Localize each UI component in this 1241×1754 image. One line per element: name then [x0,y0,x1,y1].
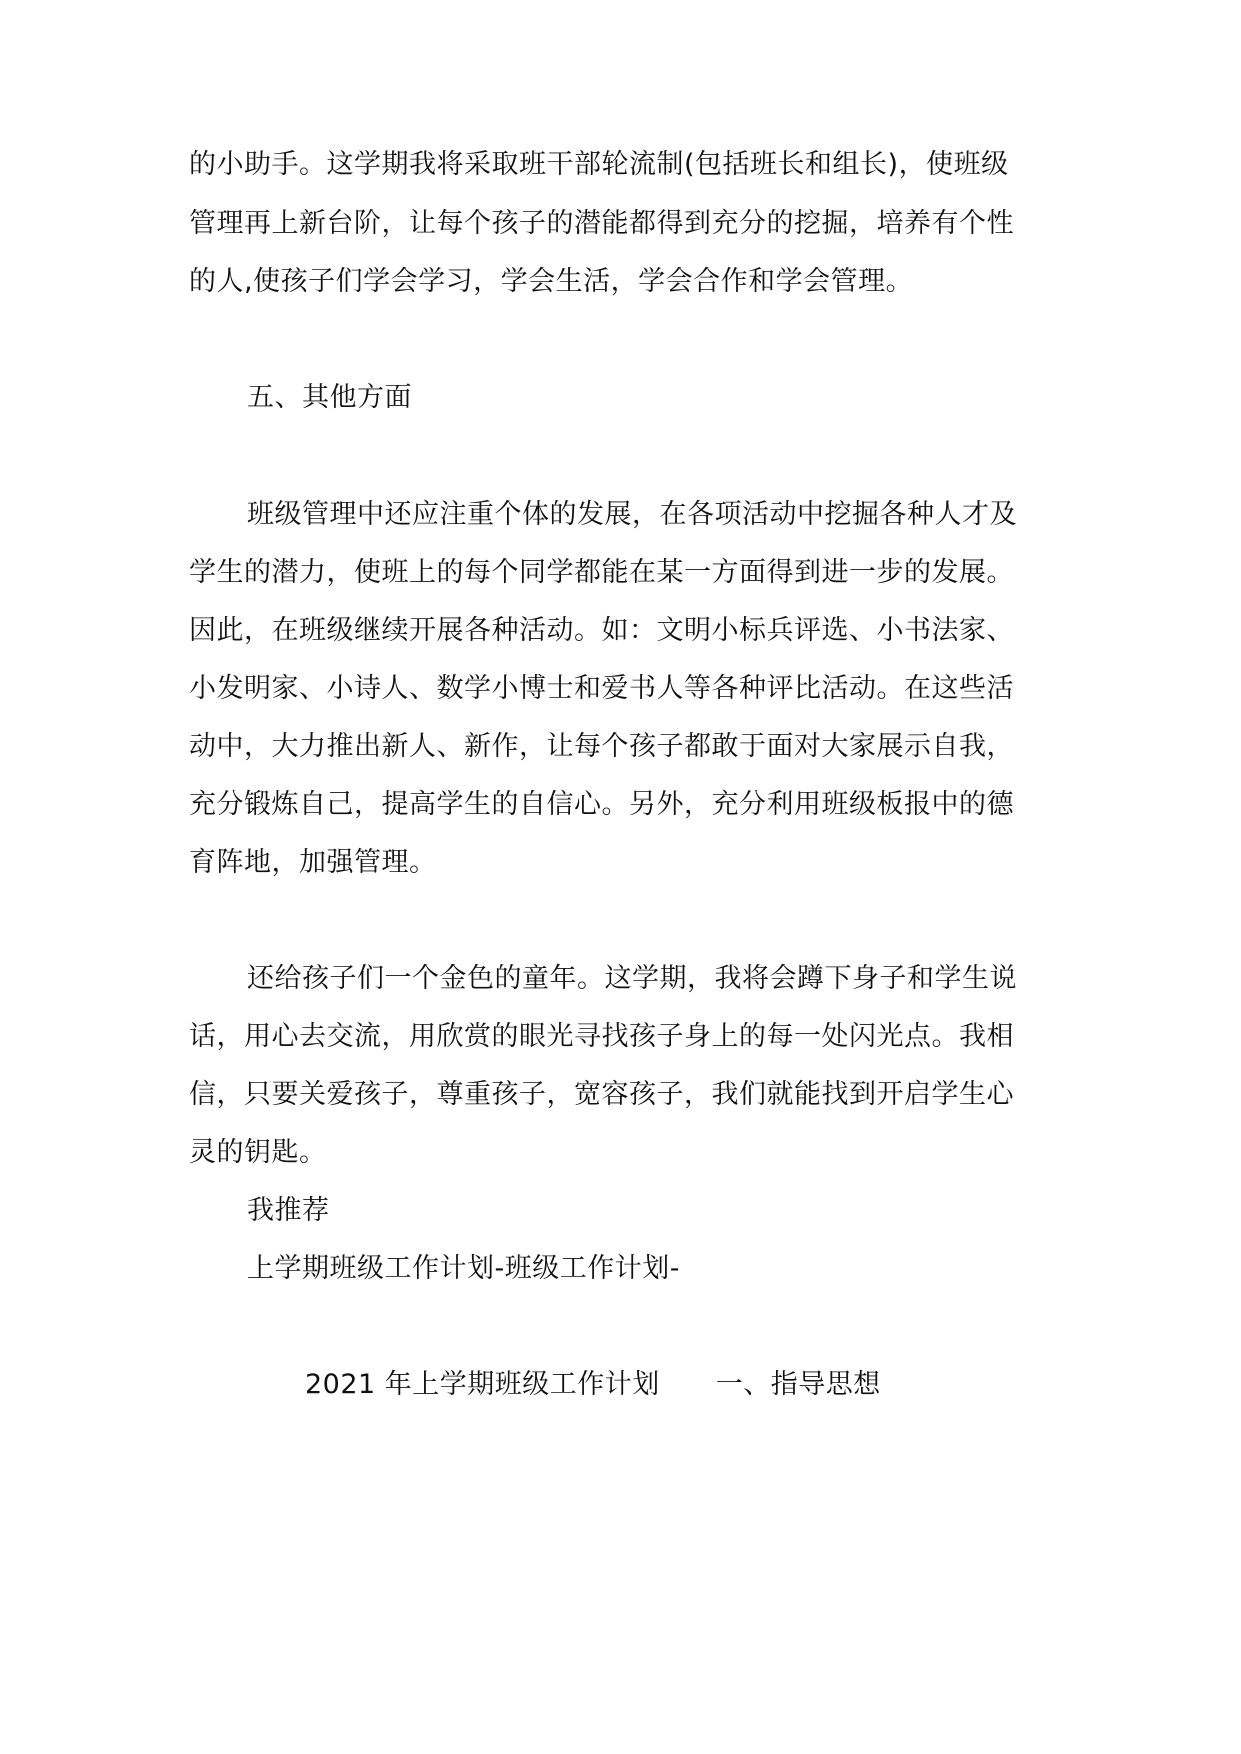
paragraph-2-line-7: 育阵地，加强管理。 [189,847,437,878]
paragraph-1-line-1: 的小助手。这学期我将采取班干部轮流制(包括班长和组长)，使班级 [189,149,1009,180]
paragraph-2-line-2: 学生的潜力，使班上的每个同学都能在某一方面得到进一步的发展。 [189,557,1014,588]
paragraph-3-line-1: 还给孩子们一个金色的童年。这学期，我将会蹲下身子和学生说 [247,963,1017,994]
paragraph-1-line-2: 管理再上新台阶，让每个孩子的潜能都得到充分的挖掘，培养有个性 [189,208,1014,239]
paragraph-2-line-6: 充分锻炼自己，提高学生的自信心。另外，充分利用班级板报中的德 [189,789,1014,820]
paragraph-2-line-5: 动中，大力推出新人、新作，让每个孩子都敢于面对大家展示自我， [189,731,1014,762]
paragraph-2-line-1: 班级管理中还应注重个体的发展，在各项活动中挖掘各种人才及 [247,499,1017,530]
paragraph-3-line-3: 信，只要关爱孩子，尊重孩子，宽容孩子，我们就能找到开启学生心 [189,1079,1014,1110]
recommend-label: 我推荐 [247,1195,330,1226]
paragraph-3-line-2: 话，用心去交流，用欣赏的眼光寻找孩子身上的每一处闪光点。我相 [189,1021,1014,1052]
next-article-heading: 一、指导思想 [715,1369,881,1400]
next-article-title-row [305,1367,881,1403]
paragraph-3-line-4: 灵的钥匙。 [189,1137,327,1168]
paragraph-2-line-4: 小发明家、小诗人、数学小博士和爱书人等各种评比活动。在这些活 [189,673,1014,704]
next-article-title: 2021 年上学期班级工作计划 [305,1369,660,1400]
section-heading-5: 五、其他方面 [247,382,412,413]
paragraph-1-line-3: 的人,使孩子们学会学习，学会生活，学会合作和学会管理。 [189,266,914,297]
recommend-link[interactable]: 上学期班级工作计划-班级工作计划- [247,1253,680,1284]
paragraph-2-line-3: 因此，在班级继续开展各种活动。如：文明小标兵评选、小书法家、 [189,615,1014,646]
